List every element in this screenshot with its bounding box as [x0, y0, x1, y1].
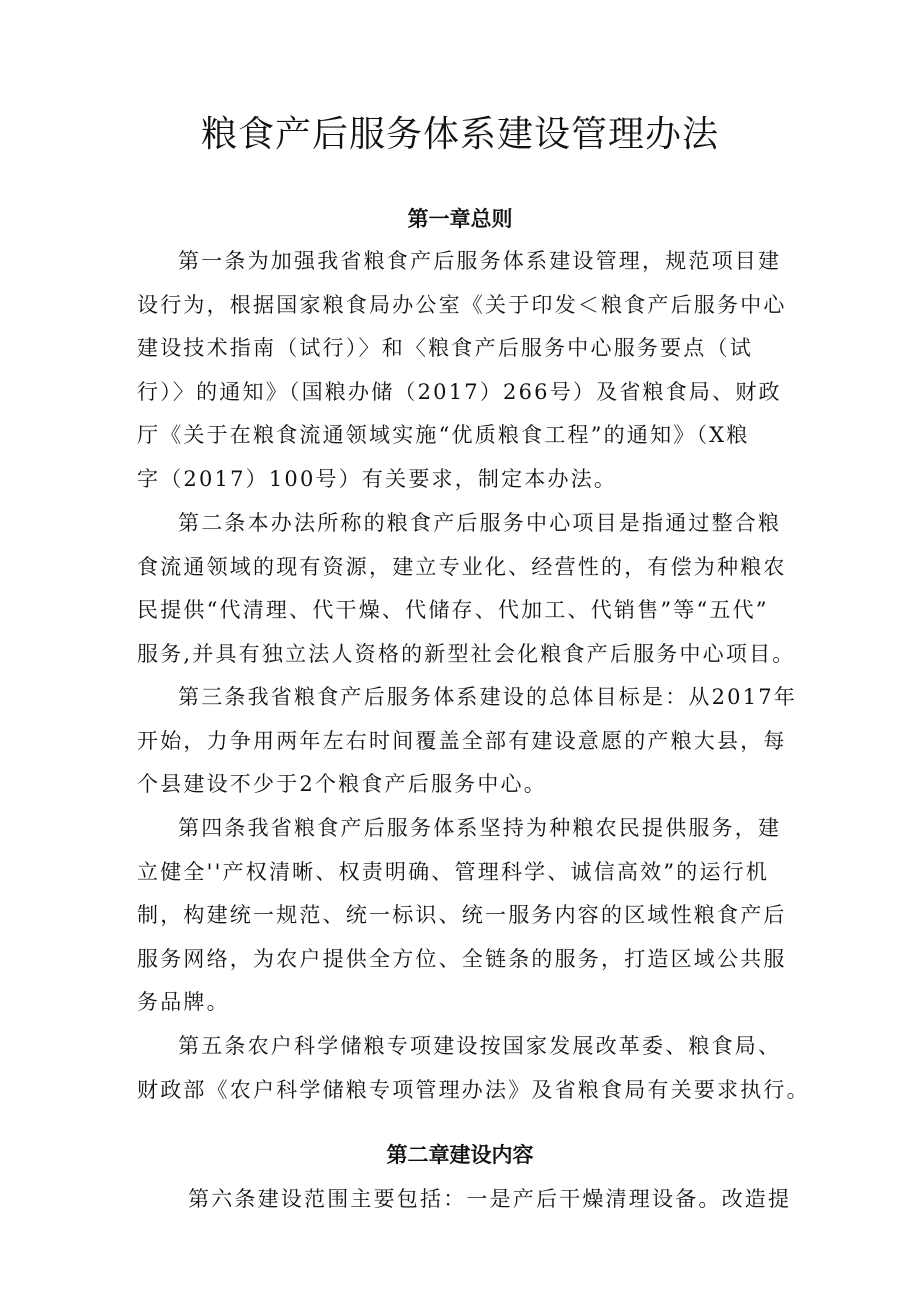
- article-4-line: 制，构建统一规范、统一标识、统一服务内容的区域性粮食产后: [137, 903, 787, 927]
- article-1-line: 第一条为加强我省粮食产后服务体系建设管理，规范项目建: [178, 249, 782, 273]
- document-title: 粮食产后服务体系建设管理办法: [200, 114, 719, 155]
- article-1-line: 建设技术指南（试行）〉和〈粮食产后服务中心服务要点（试: [137, 336, 753, 360]
- article-2-line: 服务,并具有独立法人资格的新型社会化粮食产后服务中心项目。: [137, 642, 796, 666]
- article-6-line: 第六条建设范围主要包括：一是产后干燥清理设备。改造提: [188, 1187, 792, 1211]
- article-4-line: 第四条我省粮食产后服务体系坚持为种粮农民提供服务，建: [178, 816, 782, 840]
- article-1-line: 设行为，根据国家粮食局办公室《关于印发＜粮食产后服务中心: [137, 293, 787, 317]
- chapter-heading-2: 第二章建设内容: [386, 1142, 534, 1167]
- article-4-line: 服务网络，为农户提供全方位、全链条的服务，打造区域公共服: [137, 947, 787, 971]
- article-2-line: 食流通领域的现有资源，建立专业化、经营性的，有偿为种粮农: [137, 555, 787, 579]
- article-5-line: 财政部《农户科学储粮专项管理办法》及省粮食局有关要求执行。: [137, 1078, 810, 1102]
- article-1-line: 行）〉的通知》（国粮办储（2017）266号）及省粮食局、财政: [137, 380, 782, 404]
- article-3-line: 开始，力争用两年左右时间覆盖全部有建设意愿的产粮大县，每: [137, 729, 787, 753]
- chapter-heading-1: 第一章总则: [407, 206, 513, 231]
- article-1-line: 厅《关于在粮食流通领域实施“优质粮食工程”的通知》（X粮: [137, 423, 750, 447]
- article-1-line: 字（2017）100号）有关要求，制定本办法。: [137, 467, 618, 491]
- article-4-line: 立健全''产权清晰、权责明确、管理科学、诚信高效”的运行机: [137, 860, 770, 884]
- article-3-line: 个县建设不少于2个粮食产后服务中心。: [137, 772, 547, 796]
- article-4-line: 务品牌。: [137, 990, 230, 1014]
- article-3-line: 第三条我省粮食产后服务体系建设的总体目标是：从2017年: [178, 685, 798, 709]
- article-2-line: 第二条本办法所称的粮食产后服务中心项目是指通过整合粮: [178, 511, 782, 535]
- article-2-line: 民提供“代清理、代干燥、代储存、代加工、代销售”等“五代”: [137, 598, 769, 622]
- article-5-line: 第五条农户科学储粮专项建设按国家发展改革委、粮食局、: [178, 1034, 782, 1058]
